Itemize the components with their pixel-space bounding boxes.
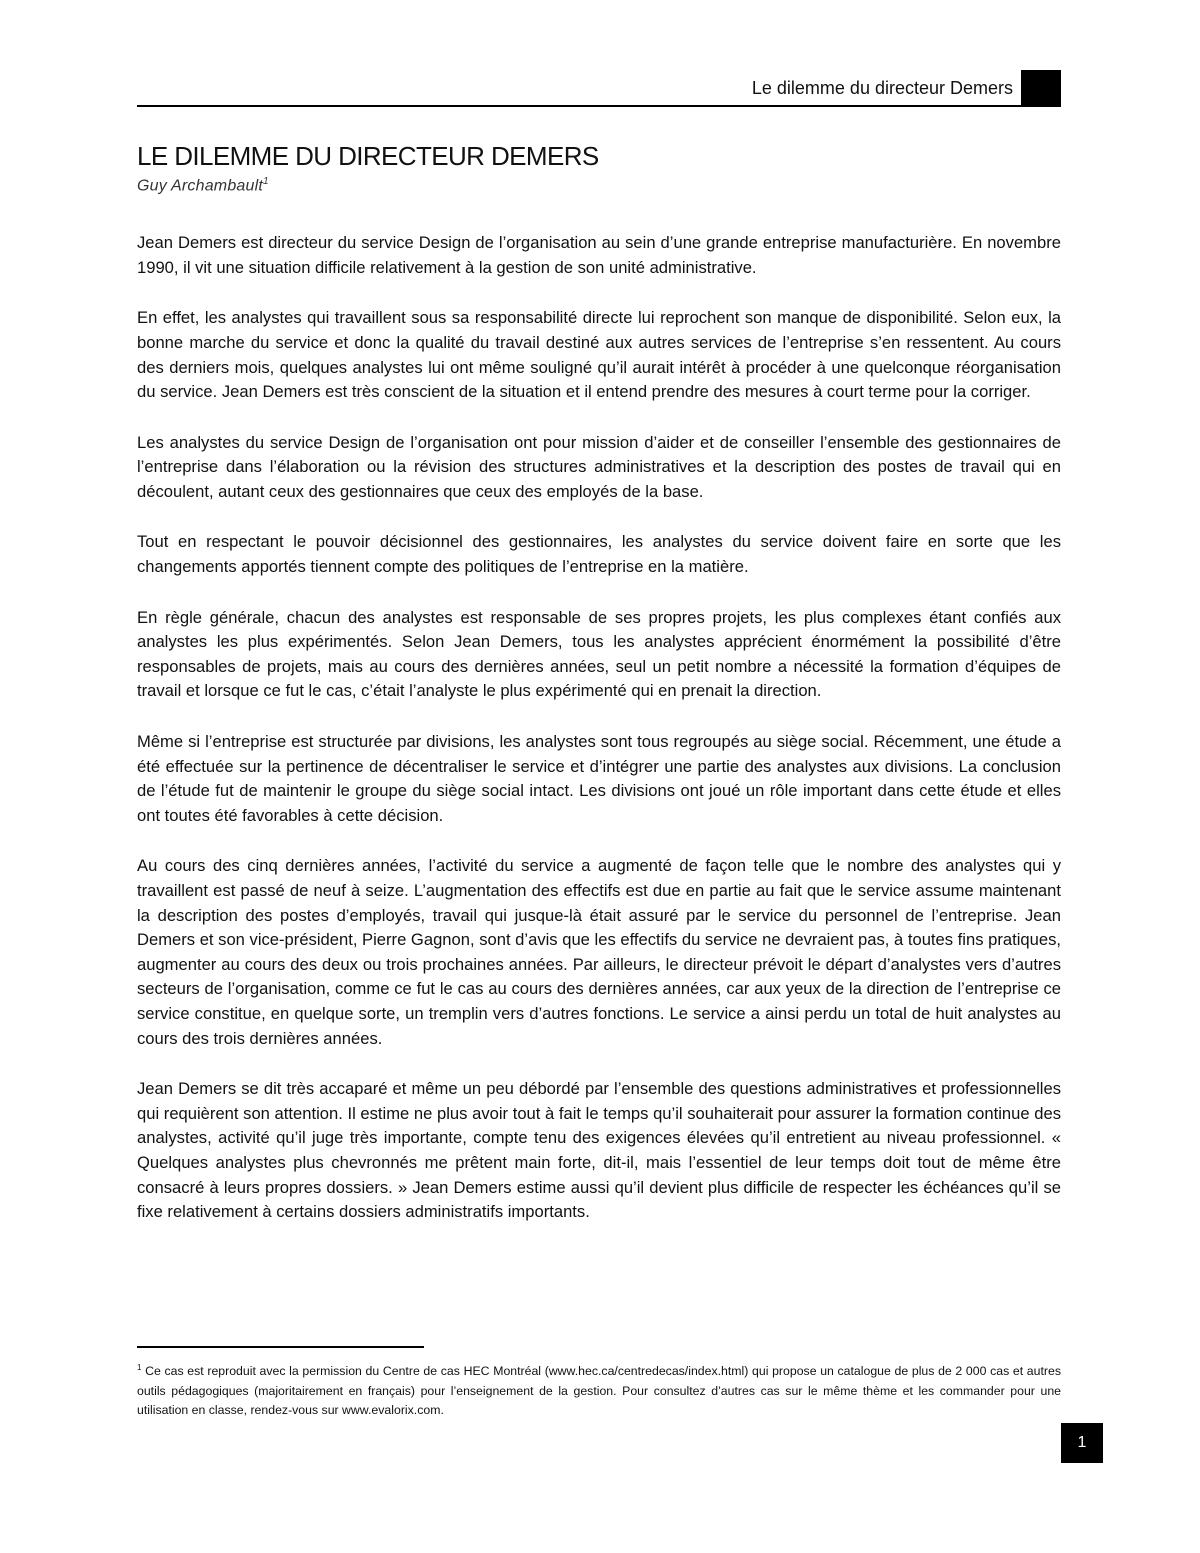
paragraph: En règle générale, chacun des analystes est responsable de ses propres projets, les plus complexes étant confiés aux analystes les plus expérimentés. Selon Jean Demers, tous les analystes apprécient énormément la possibilité d’être responsables de projets, mais au cours des dernières années, seul un petit nombre a nécessité la formation d’équipes de travail et lorsque ce fut le cas, c’était l’analyste le plus expérimenté qui en prenait la direction. <box>137 607 1061 701</box>
header-rule <box>137 105 1061 107</box>
footnote-mark: 1 <box>137 1363 142 1372</box>
footnote-separator <box>137 1346 424 1348</box>
author-line <box>137 176 1061 195</box>
footnote <box>137 1358 1061 1421</box>
author-name: Guy Archambault <box>137 177 264 195</box>
author-footnote-mark: 1 <box>263 175 269 187</box>
paragraph: Jean Demers se dit très accaparé et même un peu débordé par l’ensemble des questions administratives et professionnelles qui requièrent son attention. Il estime ne plus avoir tout à fait le temps qu’il souhaiterait pour assurer la formation continue des analystes, activité qu’il juge très importante, compte tenu des exigences élevées qu’il entretient au niveau professionnel. « Quelques analystes plus chevronnés me prêtent main forte, dit-il, mais l’essentiel de leur temps doit tout de même être consacré à leurs propres dossiers. » Jean Demers estime aussi qu’il devient plus difficile de respecter les échéances qu’il se fixe relativement à certains dossiers administratifs importants. <box>137 1079 1061 1222</box>
page-header <box>137 70 1061 107</box>
document-title: LE DILEMME DU DIRECTEUR DEMERS <box>137 141 599 171</box>
running-title: Le dilemme du directeur Demers <box>751 78 1013 98</box>
paragraph: En effet, les analystes qui travaillent sous sa responsabilité directe lui reprochent son manque de disponibilité. Selon eux, la bonne marche du service et donc la qualité du travail destiné aux autres services de l’entreprise s’en ressentent. Au cours des derniers mois, quelques analystes lui ont même souligné qu’il aurait intérêt à procéder à une quelconque réorganisation du service. Jean Demers est très conscient de la situation et il entend prendre des mesures à court terme pour la corriger. <box>137 308 1061 402</box>
paragraph: Même si l’entreprise est structurée par divisions, les analystes sont tous regroupés au siège social. Récemment, une étude a été effectuée sur la pertinence de décentraliser le service et d’intégrer une partie des analystes aux divisions. La conclusion de l’étude fut de maintenir le groupe du siège social intact. Les divisions ont joué un rôle important dans cette étude et elles ont toutes été favorables à cette décision. <box>137 732 1061 825</box>
document-body <box>137 140 1061 1251</box>
paragraph: Les analystes du service Design de l’organisation ont pour mission d’aider et de conseiller l’ensemble des gestionnaires de l’entreprise dans l’élaboration ou la révision des structures administratives et la description des postes de travail qui en découlent, autant ceux des gestionnaires que ceux des employés de la base. <box>137 432 1061 501</box>
footnote-text: Ce cas est reproduit avec la permission du Centre de cas HEC Montréal (www.hec.ca/centredecas/index.html) qui propose un catalogue de plus de 2 000 cas et autres outils pédagogiques (majoritairement en français) pour l’enseignement de la gestion. Pour consultez d’autres cas sur le même thème et les commander pour une utilisation en classe, rendez-vous sur www.evalorix.com. <box>137 1364 1061 1418</box>
paragraph: Tout en respectant le pouvoir décisionnel des gestionnaires, les analystes du service doivent faire en sorte que les changements apportés tiennent compte des politiques de l’entreprise en la matière. <box>137 532 1061 577</box>
paragraph: Jean Demers est directeur du service Design de l’organisation au sein d’une grande entreprise manufacturière. En novembre 1990, il vit une situation difficile relativement à la gestion de son unité administrative. <box>137 233 1061 277</box>
paragraph: Au cours des cinq dernières années, l’activité du service a augmenté de façon telle que le nombre des analystes qui y travaillent est passé de neuf à seize. L’augmentation des effectifs est due en partie au fait que le service assume maintenant la description des postes d’employés, travail qui jusque-là était assuré par le service du personnel de l’entreprise. Jean Demers et son vice-président, Pierre Gagnon, sont d’avis que les effectifs du service ne devraient pas, à toutes fins pratiques, augmenter au cours des deux ou trois prochaines années. Par ailleurs, le directeur prévoit le départ d’analystes vers d’autres secteurs de l’organisation, comme ce fut le cas au cours des dernières années, car aux yeux de la direction de l’entreprise ce service constitue, en quelque sorte, un tremplin vers d’autres fonctions. Le service a ainsi perdu un total de huit analystes au cours des trois dernières années. <box>137 856 1061 1048</box>
header-black-block <box>1021 70 1061 107</box>
page-number <box>1061 1423 1103 1463</box>
page-number-label: 1 <box>1077 1434 1087 1451</box>
